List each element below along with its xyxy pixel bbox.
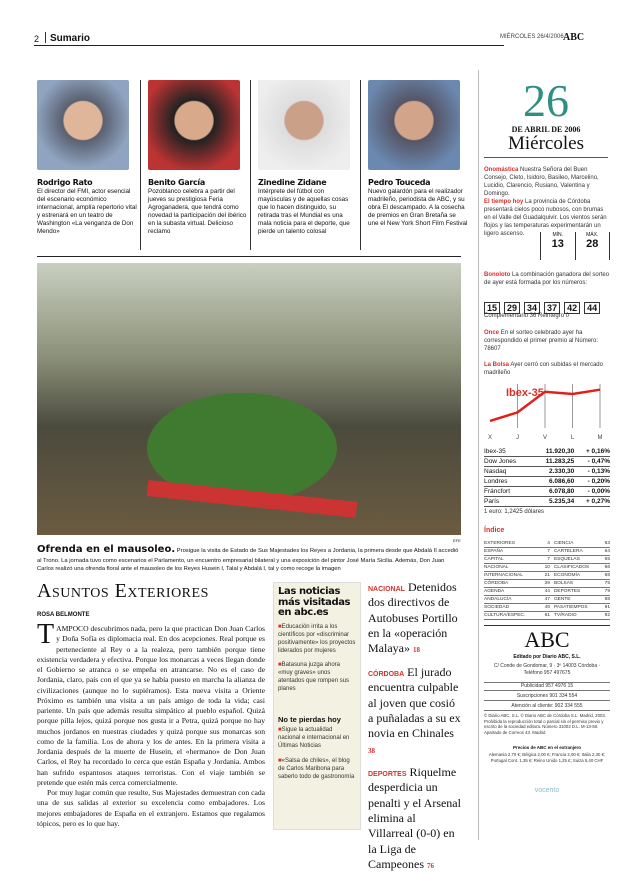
article-title: Asuntos Exteriores [37, 580, 209, 602]
index-row [484, 548, 610, 556]
market-cell: Nasdaq [484, 467, 532, 477]
index-cell[interactable]: 75 [603, 580, 610, 588]
market-row [484, 497, 610, 507]
index-cell[interactable]: SOCIEDAD [484, 604, 541, 612]
complementario: Complementario 36 Reintegro 0 [484, 313, 570, 319]
weather: El tiempo hoy La provincia de Córdoba presentará cielos poco nubosos, con brumas en el Valle del Guadalquivir. Los vientos serán flojos y las temperaturas experimentarán un ligero ascenso. [484, 199, 607, 238]
header-rule [34, 45, 504, 46]
index-cell[interactable]: 92 [603, 612, 610, 620]
main-photo [37, 263, 461, 535]
index-row [484, 596, 610, 604]
index-row [484, 612, 610, 620]
index-cell[interactable]: ESQUELAS [554, 556, 603, 564]
precios-title: Precios de ABC en el extranjero [512, 745, 582, 750]
page-number: 2 [34, 34, 40, 44]
index-cell[interactable]: 21 [541, 572, 554, 580]
web-box: Las noticias más visitadas en abc.es ■Educación irrita a los científicos por «discriminar positivamente» los proyectos liderados por mujeres ■Batasuna juzga ahora «muy graves» unos atentados que rompen sus planes No te pierdas hoy ■Sigue la actualidad nacional e internacional en Últimas Noticias ■«Salsa de chiles», el blog de Carlos Maribona para saberlo todo de gastronomía [273, 582, 361, 830]
market-cell: + 0,16% [574, 447, 610, 457]
list-item[interactable]: ■Educación irrita a los científicos por «discriminar positivamente» los proyectos liderados por mujeres [278, 623, 356, 654]
once: Once En el sorteo celebrado ayer ha correspondido el primer premio al Número: 78607 [484, 330, 599, 353]
index-cell[interactable]: INTERNACIONAL [484, 572, 541, 580]
x-tick-label: M [597, 435, 603, 441]
index-row [484, 604, 610, 612]
divider [45, 32, 46, 43]
index-cell[interactable]: CARTELERA [554, 548, 603, 556]
headline[interactable]: NACIONAL Detenidos dos directivos de Autobuses Portillo en la «operación Malaya» 18 [368, 580, 458, 656]
weekday: Miércoles [508, 133, 584, 154]
index-cell[interactable]: 64 [603, 548, 610, 556]
publisher: Editado por Diario ABC, S.L. [513, 654, 581, 660]
x-tick-label: X [487, 435, 493, 441]
index-cell[interactable]: 66 [603, 564, 610, 572]
x-tick-label: V [542, 435, 548, 441]
index-cell[interactable]: PASATIEMPOS [554, 604, 603, 612]
index-row [484, 572, 610, 580]
headline[interactable]: DEPORTES Riquelme desperdicia un penalti y el Arsenal elimina al Villarreal (0-0) en la Liga de Campeones 76 [368, 764, 461, 872]
headlines [368, 580, 463, 872]
market-cell: 6.078,80 [532, 487, 574, 497]
index-cell[interactable]: 61 [541, 612, 554, 620]
market-cell: 5.235,34 [532, 497, 574, 507]
index-cell[interactable]: DEPORTES [554, 588, 603, 596]
index-cell[interactable]: TV/RADIO [554, 612, 603, 620]
portrait-photo [37, 80, 129, 170]
day-number: 26 [523, 75, 569, 126]
address: C/ Conde de Gondomar, 9 · 3º 14003 Córdoba · Teléfono 957 497675 [493, 663, 601, 676]
portrait-photo [258, 80, 350, 170]
article-body: TAMPOCO descubrimos nada, pero la que practican Don Juan Carlos y Doña Sofía es diplomacia real. En dos acepciones. Real porque es perteneciente al Rey o a la realeza, pero también porque tiene existencia verdadera y efectiva. Porque los monarcas a veces llegan donde el Gobierno se atranca o se empeña en atrancarse. No es el caso de Jordania, claro, país con el que ya se había puesto en marcha la alianza de civilizaciones (aunque no lo supiéramos). Esta nueva visita a Oriente Próximo es también una visita a un país amigo de toda la vida; casi pariente. Un país que además resulta simpático al pueblo español. Quizá porque pilla lejos, quizá porque nos gusta ir a Petra, quizá porque no hay muchos jordanos en nuestras ciudades y quizá porque sus monarcas son como de la familia. Los de ahora y los de antes. En la primera visita a Jordania después de la muerte de Husein, el «hermano» de Don Juan Carlos, el Rey ha recordado lo cerca que están España y Jordania. Ambos han sufrido espantosos ataques terroristas. Con el viaje también se pretende que estén más cerca comercialmente. Por muy lugar común que resulte, Sus Majestades demuestran con cada una de sus salidas al exterior su excelencia como embajadores. Los mejores embajadores de España en el extranjero. Estamos que regalamos tópicos, pero es lo que hay. [37, 619, 265, 828]
legal: © Diario ABC, S.L. © Diario ABC de Córdoba S.L. Madrid, 2003. Prohibida la reproducción total o parcial sin el permiso previo y escrito de la sociedad editora. Número 31002 D.L. M-13-58. Apartado de Correos 43. Madrid [484, 713, 606, 735]
month-year: DE ABRIL DE 2006 [511, 125, 581, 134]
list-item[interactable]: ■Sigue la actualidad nacional e internacional en Últimas Noticias [278, 727, 350, 750]
index-cell[interactable]: ANDALUCÍA [484, 596, 541, 604]
ibex-chart [484, 380, 612, 442]
masthead-logo: ABC [524, 627, 570, 652]
market-cell: Dow Jones [484, 457, 532, 467]
atencion: Atención al cliente: 902 334 555 [484, 703, 610, 711]
index-cell[interactable]: 4 [541, 540, 554, 548]
market-row [484, 477, 610, 487]
index-cell[interactable]: 63 [603, 540, 610, 548]
section-title: Sumario [50, 33, 91, 44]
index-cell[interactable]: 7 [541, 548, 554, 556]
market-cell: 11.283,25 [532, 457, 574, 467]
lottery-numbers: 15 29 34 37 42 44 [484, 298, 614, 316]
chart-title: Ibex-35 [506, 387, 544, 399]
market-cell: - 0,13% [574, 467, 610, 477]
market-cell: - 0,00% [574, 487, 610, 497]
photo-credit: EFE [453, 538, 461, 543]
index-cell[interactable]: 79 [603, 588, 610, 596]
bolsa: La Bolsa Ayer cerró con subidas el mercado madrileño [484, 362, 603, 377]
index-cell[interactable]: 91 [603, 604, 610, 612]
market-cell: París [484, 497, 532, 507]
photo-caption: Ofrenda en el mausoleo. Prosigue la visita de Estado de Sus Majestades los Reyes a Jordania, la primera desde que Abdalá II accedió al Trono. La jornada tuvo como escenarios el Parlamento, un encuentro empresarial bilateral y una exposición del pintor José María Sicilia. Además, Don Juan Carlos realizó una ofrenda floral ante el mausoleo de los Reyes Husein I, Talal y Abdalá I, tal y como recoge la imagen [37, 544, 459, 573]
portrait-caption: Rodrigo Rato El director del FMI, actor esencial del escenario económico internacional, amplía repertorio vital y estrenará en un teatro de Washington «La venganza de Don Mendo» [37, 178, 137, 236]
index-cell[interactable]: CIENCIA [554, 540, 603, 548]
index-row [484, 580, 610, 588]
index-cell[interactable]: 10 [541, 564, 554, 572]
portrait-caption: Benito García Pozoblanco celebra a partir del jueves su prestigiosa Feria Agroganadera, que tendrá como novedad la participación del ibérico en la subasta virtual. Delicioso reclamo [148, 178, 247, 236]
bonoloto: Bonoloto La combinación ganadora del sorteo de ayer está formada por los números: [484, 272, 610, 287]
index-title: Índice [484, 527, 505, 534]
index-row [484, 540, 610, 548]
headline[interactable]: CÓRDOBA El jurado encuentra culpable al joven que cosió a puñaladas a su ex novia en Chinales 38 [368, 664, 461, 755]
portrait-caption: Zinedine Zidane Intérprete del fútbol con mayúsculas y de aquellas cosas que lo hacen distinguido, su retirada tras el Mundial es una mala noticia para el deporte, que pierde un talento colosal [258, 178, 350, 236]
index-cell[interactable]: 29 [541, 580, 554, 588]
index-cell[interactable]: 7 [541, 556, 554, 564]
market-row [484, 467, 610, 477]
index-cell[interactable]: 44 [541, 588, 554, 596]
header-date: MIÉRCOLES 26/4/2006 [500, 34, 564, 40]
onomastica: Onomástica Nuestra Señora del Buen Consejo, Cleto, Isidoro, Basileo, Marcelino, Lucidio, Clarencio, Rusiano, Valentina y Domingo. [484, 167, 599, 198]
index-row [484, 564, 610, 572]
brand-logo: ABC [563, 32, 585, 43]
article-author: ROSA BELMONTE [37, 612, 90, 618]
publicidad: Publicidad 957 4976 15 [484, 682, 610, 691]
market-cell: - 0,47% [574, 457, 610, 467]
temperature-box: MÍN. 13 MÁX. 28 [540, 232, 610, 260]
list-item[interactable]: ■Batasuna juzga ahora «muy graves» unos atentados que rompen sus planes [278, 661, 350, 693]
index-cell[interactable]: CULTURA/ESPEC. [484, 612, 541, 620]
index-cell[interactable]: ECONOMÍA [554, 572, 603, 580]
index-cell[interactable]: CÓRDOBA [484, 580, 541, 588]
portrait-photo [368, 80, 460, 170]
index-cell[interactable]: 65 [603, 556, 610, 564]
market-cell: Londres [484, 477, 532, 487]
index-cell[interactable]: ESPAÑA [484, 548, 541, 556]
index-cell[interactable]: 47 [541, 596, 554, 604]
market-row [484, 457, 610, 467]
index-cell[interactable]: AGENDA [484, 588, 541, 596]
precios: Alemania 2,70 €; Bélgica 2,00 €; Francia 2,00 €; Italia 2,30 €; Portugal Cont. 1,35 €; Reino Unido 1,25 £; Suiza 5,40 CHF [488, 752, 606, 763]
market-cell: 6.086,60 [532, 477, 574, 487]
index-cell[interactable]: CLASIFICADOS [554, 564, 603, 572]
market-cell: 11.920,30 [532, 447, 574, 457]
markets-table [484, 447, 610, 507]
index-cell[interactable]: BOLSAS [554, 580, 603, 588]
market-row [484, 447, 610, 457]
portrait-caption: Pedro Touceda Nuevo galardón para el realizador madrileño, periodista de ABC, y su obra El descampado. A la cosecha de premios en Gran Bretaña se une el New York Short Film Festival [368, 178, 468, 228]
market-cell: 2.330,30 [532, 467, 574, 477]
market-cell: + 0,27% [574, 497, 610, 507]
index-row [484, 556, 610, 564]
euro-rate: 1 euro: 1,2425 dólares [484, 509, 545, 515]
list-item[interactable]: ■«Salsa de chiles», el blog de Carlos Maribona para saberlo todo de gastronomía [278, 757, 355, 780]
market-cell: Fráncfort [484, 487, 532, 497]
index-cell[interactable]: NACIONAL [484, 564, 541, 572]
market-cell: - 0,20% [574, 477, 610, 487]
index-row [484, 588, 610, 596]
portrait-photo [148, 80, 240, 170]
x-tick-label: L [570, 435, 575, 441]
market-row [484, 487, 610, 497]
index-cell[interactable]: EXTERIORES [484, 540, 541, 548]
index-table [484, 540, 610, 620]
index-cell[interactable]: 68 [603, 572, 610, 580]
vocento-logo: vocento [534, 787, 560, 794]
index-cell[interactable]: 49 [541, 604, 554, 612]
index-cell[interactable]: GENTE [554, 596, 603, 604]
suscripciones: Suscripciones 901 334 554 [484, 693, 610, 701]
x-tick-label: J [516, 435, 519, 441]
index-cell[interactable]: CAPITAL [484, 556, 541, 564]
market-cell: Ibex-35 [484, 447, 532, 457]
index-cell[interactable]: 88 [603, 596, 610, 604]
